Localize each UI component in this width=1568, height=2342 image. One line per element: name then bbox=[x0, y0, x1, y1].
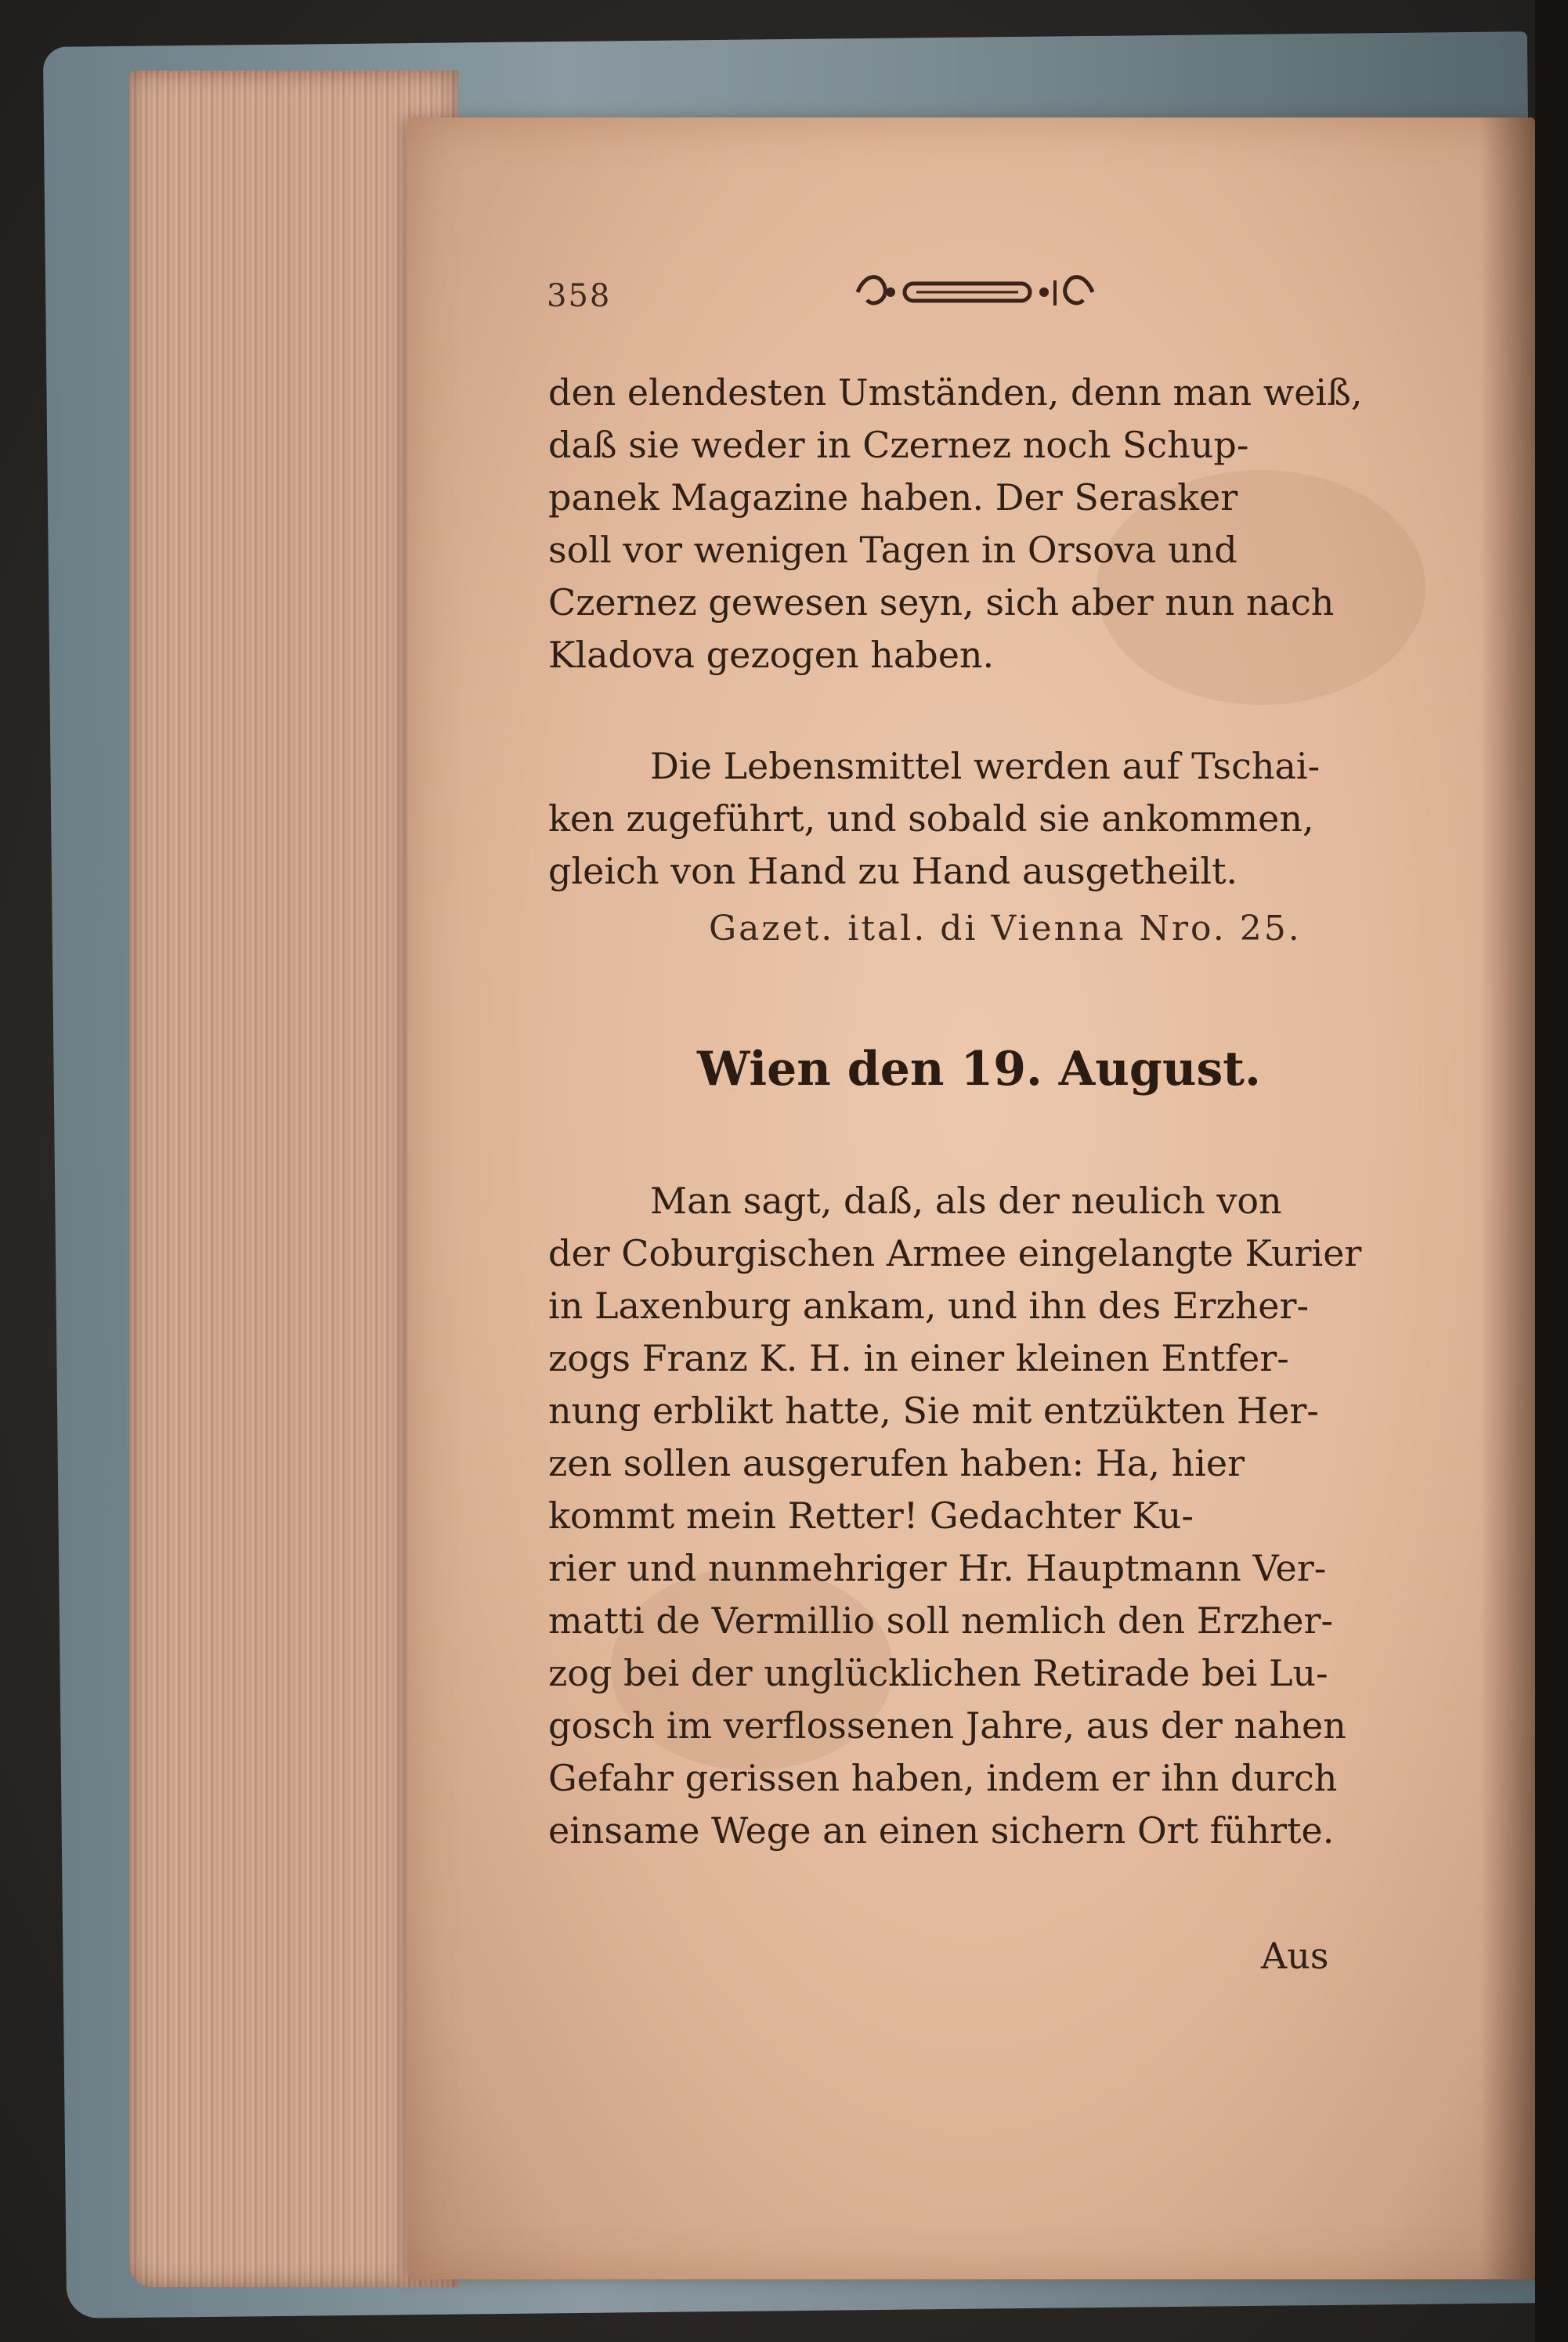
text-line: zog bei der unglücklichen Retirade bei Lu- bbox=[548, 1652, 1328, 1694]
gutter-shadow bbox=[1480, 117, 1543, 2279]
text-line: rier und nunmehriger Hr. Hauptmann Ver- bbox=[548, 1547, 1327, 1589]
section-heading: Wien den 19. August. bbox=[697, 1042, 1261, 1097]
text-line: gleich von Hand zu Hand ausgetheilt. bbox=[548, 850, 1238, 892]
text-line: matti de Vermillio soll nemlich den Erzher- bbox=[548, 1599, 1333, 1642]
text-line: soll vor wenigen Tagen in Orsova und bbox=[548, 529, 1237, 571]
text-line: Man sagt, daß, als der neulich von bbox=[650, 1180, 1282, 1222]
text-line: in Laxenburg ankam, und ihn des Erzher- bbox=[548, 1285, 1310, 1327]
text-line: nung erblikt hatte, Sie mit entzükten Her- bbox=[548, 1390, 1319, 1432]
page-number: 358 bbox=[547, 278, 612, 314]
text-line: Czernez gewesen seyn, sich aber nun nach bbox=[548, 581, 1335, 623]
text-line: der Coburgischen Armee eingelangte Kurier bbox=[548, 1232, 1362, 1274]
text-line: daß sie weder in Czernez noch Schup- bbox=[548, 424, 1249, 466]
background-strip bbox=[1535, 0, 1568, 2342]
text-line: kommt mein Retter! Gedachter Ku- bbox=[548, 1494, 1194, 1537]
paragraph-vienna bbox=[548, 1175, 1433, 1857]
text-line: den elendesten Umständen, denn man weiß, bbox=[548, 371, 1363, 414]
ornament-icon bbox=[842, 265, 1108, 320]
paragraph-continued bbox=[548, 367, 1433, 681]
text-line: gosch im verflossenen Jahre, aus der nahen bbox=[548, 1704, 1346, 1747]
text-line: zen sollen ausgerufen haben: Ha, hier bbox=[548, 1442, 1245, 1484]
text-line: Die Lebensmittel werden auf Tschai- bbox=[650, 745, 1321, 787]
text-line: zogs Franz K. H. in einer kleinen Entfer- bbox=[548, 1337, 1289, 1379]
text-line: Kladova gezogen haben. bbox=[548, 634, 995, 676]
source-citation: Gazet. ital. di Vienna Nro. 25. bbox=[709, 909, 1302, 949]
text-line: einsame Wege an einen sichern Ort führte. bbox=[548, 1809, 1335, 1852]
catchword: Aus bbox=[1261, 1935, 1329, 1977]
text-line: ken zugeführt, und sobald sie ankommen, bbox=[548, 797, 1314, 840]
text-line: panek Magazine haben. Der Serasker bbox=[548, 476, 1238, 519]
paragraph-provisions bbox=[548, 740, 1433, 898]
text-line: Gefahr gerissen haben, indem er ihn durch bbox=[548, 1757, 1338, 1799]
